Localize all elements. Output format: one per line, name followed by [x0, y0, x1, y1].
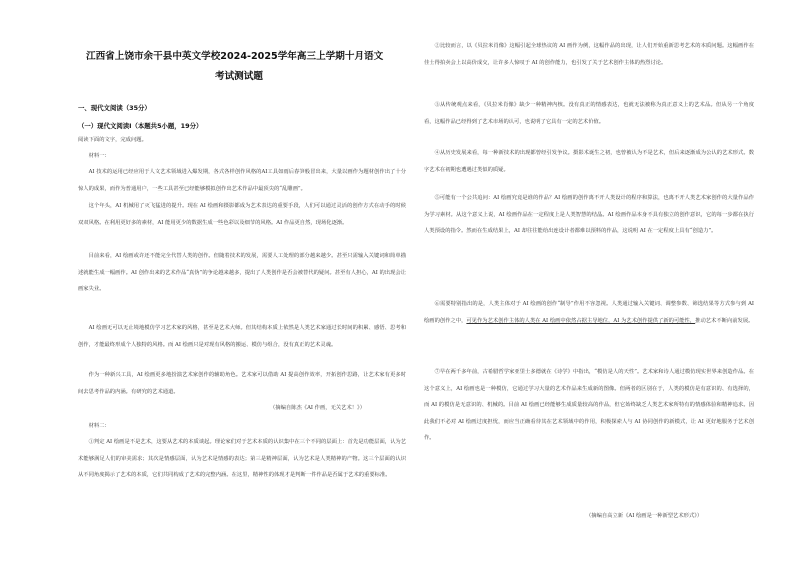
material1-paragraph-1: AI 技术的运用已经应用于人文艺术领域进入爆发期，各式各样创作风格的AI工具如雨后春笋般冒出来，大量以画作为题材创作出了十分惊人的成果，而作为普通用户，一些工具甚至已经能够模拟创作出艺术作品中最顶尖的“乱雕画”。 [78, 169, 406, 192]
material2-source: （摘编自高立新《AI 绘画是一种新型艺术形式》） [586, 513, 703, 519]
material2-paragraph-4: ④从历史发展来看，每一种新技术的出现都曾经引发争议。摄影术诞生之初，也曾被认为不是艺术，但后来逐渐成为公认的艺术形式。数字艺术在初期也遭遇过类似的质疑。 [424, 150, 754, 173]
material2-label: 材料二： [88, 423, 110, 429]
material2-paragraph-7: ⑦早在两千多年前，古希腊哲学家亚里士多德就在《诗学》中指出，“模仿是人的天性”。艺术家和诗人通过模仿现实世界来创造作品。在这个意义上，AI 绘画也是一种模仿，它通过学习大量的艺术作品来生成新的图像。但两者的区别在于，人类的模仿是有意识的、有选择的，而 AI 的模仿是无意识的、机械的。目前 AI 绘画已经能够生成质量较高的作品，但它始终缺乏人类艺术家所特有的情感体验和精神追求。因此我们不必对 AI 绘画过度担忧，而应当正确看待其在艺术领域中的作用，积极探索人与 AI 协同创作的新模式，让 AI 更好地服务于艺术创作。 [424, 369, 754, 442]
material2-paragraph-3: ③从传统观点来看，《贝拉米肖像》缺少一种精神内核。没有真正的情感表达，也就无法被称为真正意义上的艺术品。但从另一个角度看，这幅作品已经得到了艺术市场的认可，也说明了它具有一定的艺术价值。 [424, 102, 754, 125]
material1-paragraph-2: 这个年头，AI 机械用了灭飞猛进的提升。现在 AI 绘画和摄影都成为艺术表达的重要手段，人们可以通过灵活的创作方式在动手的时候双双风格。在利用更好多的素材，AI 能用更少的数据生成一些色彩以及细节的风格。AI 作品更自然，现场化逐渐。 [78, 203, 406, 226]
exam-title-line2: 考试测试题 [215, 71, 263, 82]
subsection-heading: （一）现代文阅读Ⅰ（本题共5小题，19分） [78, 122, 203, 130]
material2-paragraph-6-tail: 推动艺术不断向前发展。 [695, 317, 754, 324]
material1-paragraph-5: 作为一种新兴工具，AI 绘画更多地扮演艺术家创作的辅助角色。艺术家可以借助 AI 提高创作效率，开拓创作思路，让艺术家有更多时间去思考作品的内涵。有研究的艺术通道。 [78, 372, 406, 395]
exam-title-line1: 江西省上饶市余干县中英文学校2024-2025学年高三上学期十月语文 [86, 51, 384, 62]
material1-label: 材料一： [88, 153, 110, 159]
section-heading: 一、现代文阅读（35分） [78, 104, 151, 112]
material2-underlined-sentence: 可见作为艺术创作主体的人类在 AI 绘画中依然占据主导地位，AI 为艺术创作提供了新的可能性， [466, 317, 696, 324]
material2-paragraph-6 [424, 296, 754, 362]
instruction-text: 阅读下面的文字，完成问题。 [78, 137, 147, 143]
material1-source: （摘编自陈杰《AI 作画，无关艺术！》） [270, 405, 365, 411]
material2-paragraph-6-text: ⑥需要特别指出的是，人类主体对于 AI 绘画的创作“制导”作用不容忽视。人类通过输入关键词、调整参数、筛选结果等方式参与到 AI 绘画的创作之中， [424, 301, 754, 324]
material2-paragraph-5: ⑤可能有一个公共追问：AI 绘画究竟是谁的作品？AI 绘画的创作离不开人类设计的程序和算法，也离不开人类艺术家创作的大量作品作为学习素材。从这个意义上说，AI 绘画作品在一定程度上是人类智慧的结晶。AI 绘画作品本身不具有独立的创作意识，它的每一步都在执行人类预设的指令。然而在生成结果上，AI 却往往能给出连设计者都难以预料的作品，这说明 AI 在一定程度上具有“创造力”。 [424, 195, 754, 235]
material1-paragraph-3: 目前来看，AI 绘画或许还不能完全代替人类的创作。但随着技术的发展，需要人工处理的部分越来越少。甚至只需输入关键词和简单描述就能生成一幅画作。AI 创作出来的艺术作品“真伪”的争论越来越多，提出了人类创作是否会被替代的疑问。甚至有人担心，AI 的出现会让画家失业。 [78, 253, 406, 293]
material1-paragraph-4: AI 绘画无可以无止境地模仿学习艺术家的风格，甚至是艺术大师。但其结构本质上依然是人类艺术家通过长时间的积累、感悟、思考和创作，才能最终形成个人独特的风格。而 AI 绘画只是对现有风格的搬运、模仿与组合，没有真正的艺术灵魂。 [78, 325, 406, 348]
material2-paragraph-2: ②比较而言，以《贝拉米肖像》这幅引起全球热议的 AI 画作为例，这幅作品的出现，让人们开始重新思考艺术的本质问题。这幅画作在佳士得拍卖会上以高价成交，让许多人惊叹于 AI 的创作能力，也引发了关于艺术创作主体的热烈讨论。 [424, 43, 754, 66]
material2-paragraph-1: ①判定 AI 绘画是不是艺术，这要从艺术的本质谈起。理论家们对于艺术本质的认识集中在三个不同的层面上：首先是功能层面，认为艺术能够满足人们的审美需求；其次是情感层面，认为艺术是情感的表达；第三是精神层面，认为艺术是人类精神的产物。这三个层面的认识从不同角度揭示了艺术的本质，它们共同构成了艺术的完整内涵。在这里，精神性的体现才是判断一件作品是否属于艺术的重要标准。 [78, 439, 406, 479]
